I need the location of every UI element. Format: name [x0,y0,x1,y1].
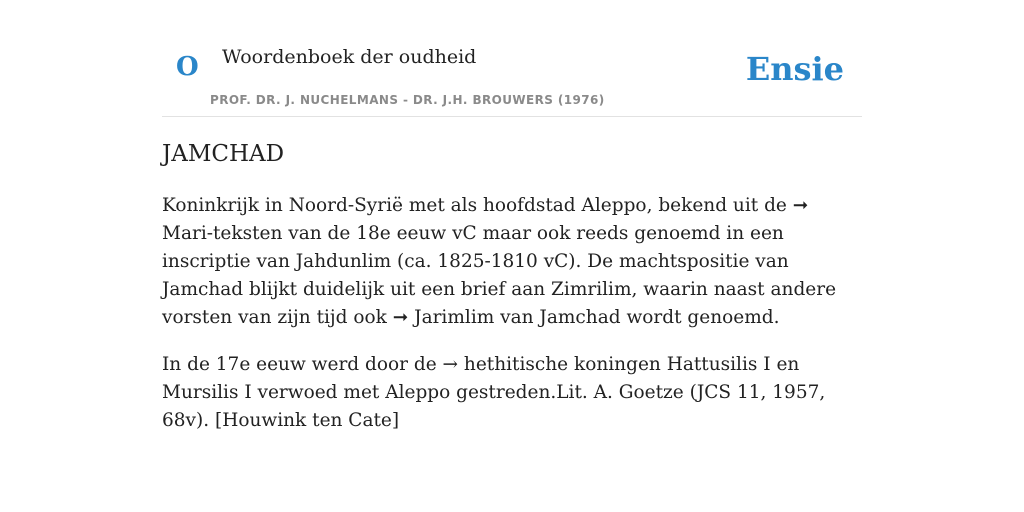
cross-reference-link-jarimlim[interactable]: ➞ Jarimlim van Jamchad [392,307,621,328]
paragraph-text: In de 17e eeuw werd door de [162,354,443,375]
book-logo-link[interactable]: O [176,52,199,82]
cross-reference-link-mari-teksten[interactable]: ➞ Mari-teksten [162,195,809,244]
paragraph-text: van de 18e eeuw vC maar ook reeds genoemd in een inscriptie van Jahdunlim (ca. 1825-1810 vC). De machtspositie van Jamchad blijkt duidelijk uit een brief aan Zimrilim, waarin naast andere vorsten van zijn tijd ook [162,223,837,328]
entry-paragraph-1 [162,192,862,332]
ensie-logo-link[interactable]: Ensie [745,50,844,88]
header [162,0,862,117]
entry-paragraph-2 [162,351,862,435]
paragraph-text: wordt genoemd. [620,307,780,328]
entry-title: JAMCHAD [162,141,285,167]
book-title[interactable]: Woordenboek der oudheid [222,46,477,68]
paragraph-text: verwoed met Aleppo gestreden.Lit. A. Goetze (JCS 11, 1957, 68v). [Houwink ten Cate] [162,382,826,431]
entry-body [162,192,862,454]
paragraph-text: Koninkrijk in Noord-Syrië met als hoofdstad Aleppo, bekend uit de [162,195,793,216]
book-authors: PROF. DR. J. NUCHELMANS - DR. J.H. BROUWERS (1976) [210,93,605,107]
page [162,0,862,431]
cross-reference-link-hethitische-koningen[interactable]: → hethitische koningen Hattusilis I en Mursilis I [162,354,800,403]
